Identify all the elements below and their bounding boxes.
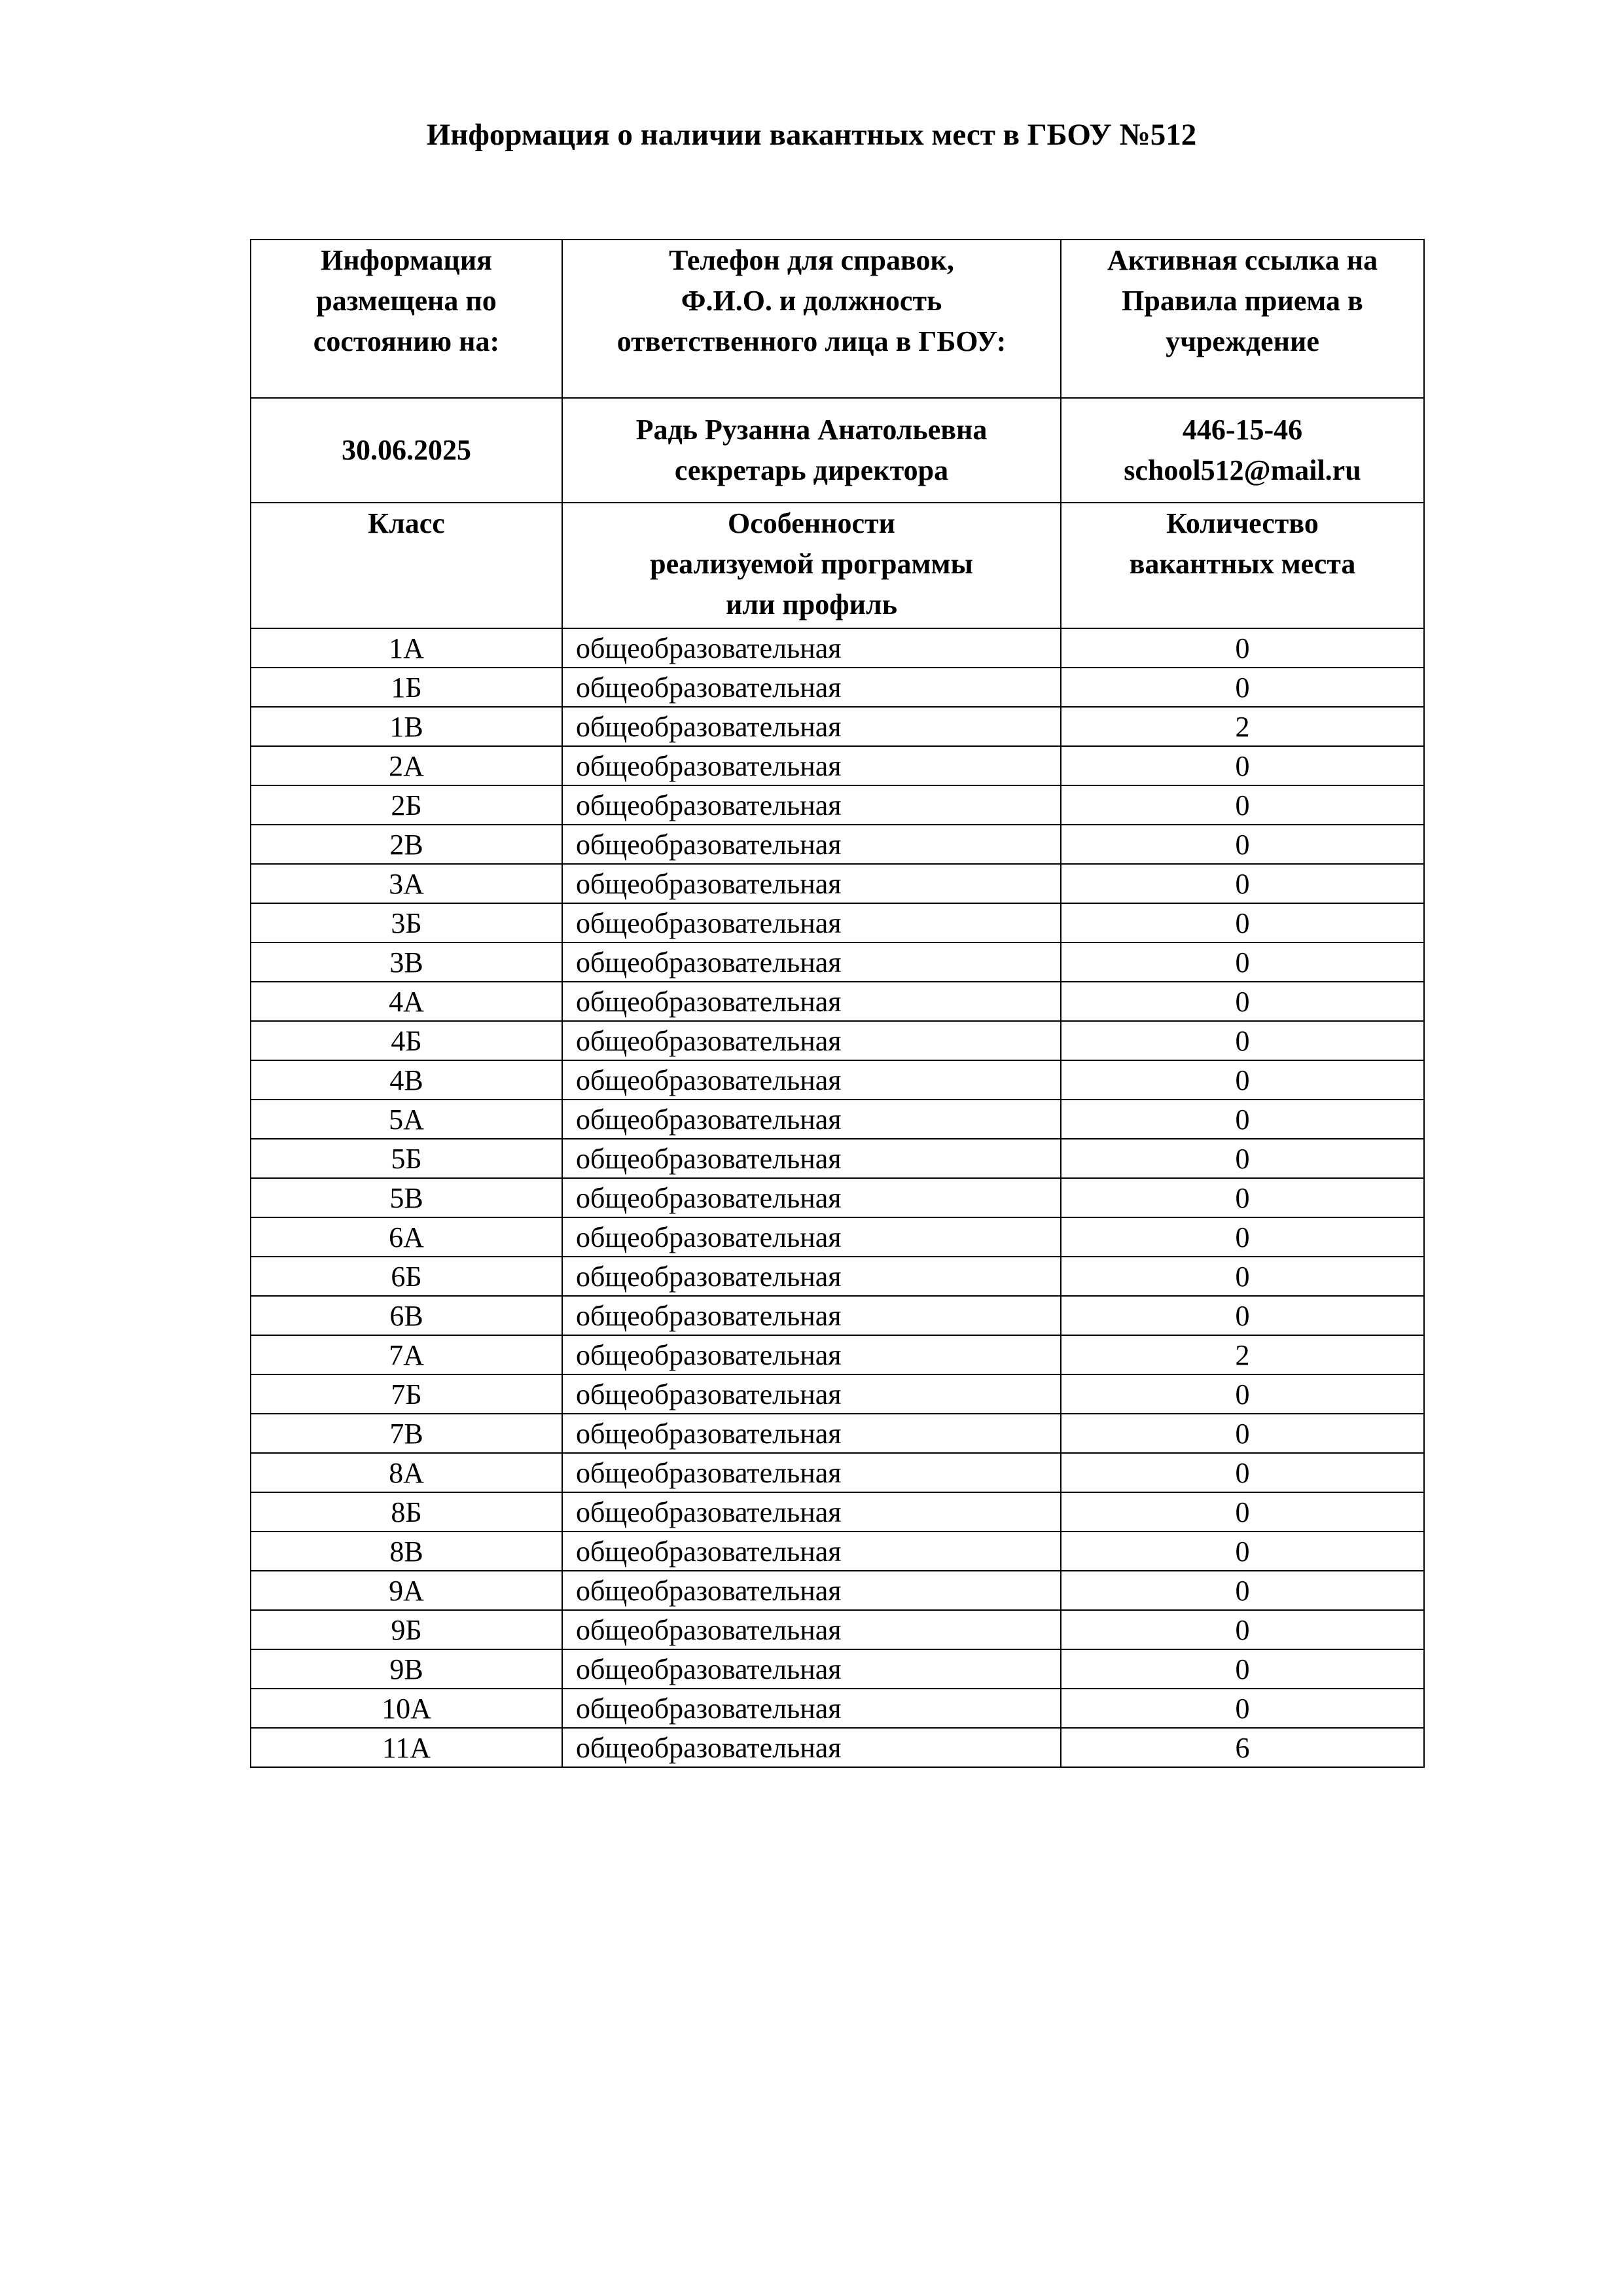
table-row bbox=[251, 1335, 1424, 1374]
class-cell: 10А bbox=[251, 1689, 562, 1728]
vacancies-cell: 0 bbox=[1061, 903, 1424, 942]
header-contact bbox=[562, 240, 1061, 398]
table-row bbox=[251, 982, 1424, 1021]
class-cell: 1В bbox=[251, 707, 562, 746]
vacancies-cell: 0 bbox=[1061, 1649, 1424, 1689]
program-cell: общеобразовательная bbox=[562, 825, 1061, 864]
table-row bbox=[251, 1492, 1424, 1532]
table-row bbox=[251, 668, 1424, 707]
columns-header-row bbox=[251, 503, 1424, 628]
vacancies-cell: 0 bbox=[1061, 1217, 1424, 1257]
program-cell: общеобразовательная bbox=[562, 1649, 1061, 1689]
table-row bbox=[251, 1689, 1424, 1728]
class-cell: 6Б bbox=[251, 1257, 562, 1296]
program-cell: общеобразовательная bbox=[562, 1453, 1061, 1492]
class-cell: 4В bbox=[251, 1060, 562, 1100]
table-row bbox=[251, 1217, 1424, 1257]
class-cell: 4Б bbox=[251, 1021, 562, 1060]
link-value bbox=[1061, 398, 1424, 503]
program-cell: общеобразовательная bbox=[562, 785, 1061, 825]
class-cell: 7Б bbox=[251, 1374, 562, 1414]
info-date-value bbox=[251, 398, 562, 503]
header-info-date bbox=[251, 240, 562, 398]
header-line: размещена по bbox=[316, 285, 497, 317]
table-row bbox=[251, 628, 1424, 668]
class-cell: 1Б bbox=[251, 668, 562, 707]
program-cell: общеобразовательная bbox=[562, 1532, 1061, 1571]
program-cell: общеобразовательная bbox=[562, 1335, 1061, 1374]
program-cell: общеобразовательная bbox=[562, 628, 1061, 668]
program-cell: общеобразовательная bbox=[562, 1414, 1061, 1453]
contact-name: Радь Рузанна Анатольевна bbox=[635, 414, 988, 446]
program-cell: общеобразовательная bbox=[562, 1571, 1061, 1610]
column-header-class bbox=[251, 503, 562, 628]
vacancies-cell: 0 bbox=[1061, 1296, 1424, 1335]
vacancies-cell: 0 bbox=[1061, 864, 1424, 903]
table-row bbox=[251, 1021, 1424, 1060]
program-cell: общеобразовательная bbox=[562, 1728, 1061, 1767]
vacancies-cell: 0 bbox=[1061, 785, 1424, 825]
vacancies-cell: 0 bbox=[1061, 1492, 1424, 1532]
class-cell: 6В bbox=[251, 1296, 562, 1335]
table-row bbox=[251, 1453, 1424, 1492]
table-row bbox=[251, 1532, 1424, 1571]
vacancies-cell: 6 bbox=[1061, 1728, 1424, 1767]
class-cell: 8Б bbox=[251, 1492, 562, 1532]
vacancies-cell: 0 bbox=[1061, 825, 1424, 864]
info-header-row bbox=[251, 240, 1424, 398]
program-cell: общеобразовательная bbox=[562, 707, 1061, 746]
program-cell: общеобразовательная bbox=[562, 746, 1061, 785]
program-cell: общеобразовательная bbox=[562, 1492, 1061, 1532]
vacancies-cell: 0 bbox=[1061, 1178, 1424, 1217]
program-cell: общеобразовательная bbox=[562, 1100, 1061, 1139]
table-row bbox=[251, 864, 1424, 903]
vacancies-cell: 2 bbox=[1061, 1335, 1424, 1374]
header-line: состоянию на: bbox=[313, 325, 500, 357]
program-cell: общеобразовательная bbox=[562, 864, 1061, 903]
class-cell: 3Б bbox=[251, 903, 562, 942]
vacancies-table-body bbox=[251, 240, 1424, 1767]
class-cell: 1А bbox=[251, 628, 562, 668]
table-row bbox=[251, 746, 1424, 785]
header-line: Количество bbox=[1166, 507, 1319, 539]
table-row bbox=[251, 1257, 1424, 1296]
vacancies-cell: 0 bbox=[1061, 1532, 1424, 1571]
table-row bbox=[251, 903, 1424, 942]
vacancies-cell: 0 bbox=[1061, 1100, 1424, 1139]
vacancies-cell: 0 bbox=[1061, 746, 1424, 785]
class-cell: 8А bbox=[251, 1453, 562, 1492]
vacancies-cell: 0 bbox=[1061, 1414, 1424, 1453]
program-cell: общеобразовательная bbox=[562, 1689, 1061, 1728]
class-cell: 3В bbox=[251, 942, 562, 982]
program-cell: общеобразовательная bbox=[562, 1257, 1061, 1296]
vacancies-cell: 0 bbox=[1061, 1257, 1424, 1296]
header-line: Класс bbox=[368, 507, 445, 539]
header-line: Информация bbox=[320, 244, 492, 276]
table-row bbox=[251, 1571, 1424, 1610]
page-title: Информация о наличии вакантных мест в ГБОУ №512 bbox=[426, 118, 1197, 152]
vacancies-cell: 0 bbox=[1061, 1021, 1424, 1060]
vacancies-cell: 0 bbox=[1061, 628, 1424, 668]
class-cell: 9А bbox=[251, 1571, 562, 1610]
vacancies-cell: 0 bbox=[1061, 1453, 1424, 1492]
vacancies-table bbox=[250, 239, 1425, 1768]
table-row bbox=[251, 1060, 1424, 1100]
header-line: Особенности bbox=[728, 507, 895, 539]
class-cell: 2А bbox=[251, 746, 562, 785]
program-cell: общеобразовательная bbox=[562, 1021, 1061, 1060]
header-line: Активная ссылка на bbox=[1107, 244, 1378, 276]
class-cell: 9В bbox=[251, 1649, 562, 1689]
email-link[interactable]: school512@mail.ru bbox=[1124, 454, 1361, 486]
table-row bbox=[251, 1610, 1424, 1649]
date-value: 30.06.2025 bbox=[342, 434, 471, 466]
table-row bbox=[251, 785, 1424, 825]
class-cell: 5В bbox=[251, 1178, 562, 1217]
header-line: ответственного лица в ГБОУ: bbox=[616, 325, 1007, 357]
program-cell: общеобразовательная bbox=[562, 1610, 1061, 1649]
header-rules-link bbox=[1061, 240, 1424, 398]
vacancies-cell: 0 bbox=[1061, 1139, 1424, 1178]
header-line: Телефон для справок, bbox=[669, 244, 954, 276]
column-header-vacancies bbox=[1061, 503, 1424, 628]
contact-value bbox=[562, 398, 1061, 503]
info-values-row bbox=[251, 398, 1424, 503]
table-row bbox=[251, 1100, 1424, 1139]
program-cell: общеобразовательная bbox=[562, 1217, 1061, 1257]
header-line: реализуемой программы bbox=[650, 548, 973, 580]
table-row bbox=[251, 1296, 1424, 1335]
class-cell: 11А bbox=[251, 1728, 562, 1767]
class-cell: 4А bbox=[251, 982, 562, 1021]
table-row bbox=[251, 1139, 1424, 1178]
program-cell: общеобразовательная bbox=[562, 668, 1061, 707]
contact-position: секретарь директора bbox=[674, 454, 949, 486]
program-cell: общеобразовательная bbox=[562, 982, 1061, 1021]
vacancies-cell: 0 bbox=[1061, 1689, 1424, 1728]
column-header-program bbox=[562, 503, 1061, 628]
table-row bbox=[251, 1414, 1424, 1453]
program-cell: общеобразовательная bbox=[562, 1060, 1061, 1100]
class-cell: 7А bbox=[251, 1335, 562, 1374]
phone-value: 446-15-46 bbox=[1182, 414, 1303, 446]
class-cell: 2Б bbox=[251, 785, 562, 825]
class-cell: 7В bbox=[251, 1414, 562, 1453]
vacancies-cell: 0 bbox=[1061, 668, 1424, 707]
class-cell: 5Б bbox=[251, 1139, 562, 1178]
program-cell: общеобразовательная bbox=[562, 1178, 1061, 1217]
class-cell: 5А bbox=[251, 1100, 562, 1139]
header-line: вакантных места bbox=[1129, 548, 1356, 580]
program-cell: общеобразовательная bbox=[562, 1296, 1061, 1335]
table-row bbox=[251, 1728, 1424, 1767]
vacancies-cell: 0 bbox=[1061, 1610, 1424, 1649]
vacancies-cell: 0 bbox=[1061, 1060, 1424, 1100]
table-row bbox=[251, 1374, 1424, 1414]
header-line: Правила приема в bbox=[1122, 285, 1363, 317]
program-cell: общеобразовательная bbox=[562, 942, 1061, 982]
vacancies-cell: 2 bbox=[1061, 707, 1424, 746]
table-row bbox=[251, 1649, 1424, 1689]
table-row bbox=[251, 1178, 1424, 1217]
header-line: учреждение bbox=[1166, 325, 1319, 357]
program-cell: общеобразовательная bbox=[562, 1374, 1061, 1414]
program-cell: общеобразовательная bbox=[562, 903, 1061, 942]
vacancies-cell: 0 bbox=[1061, 1374, 1424, 1414]
header-line: Ф.И.О. и должность bbox=[681, 285, 942, 317]
header-line: или профиль bbox=[726, 588, 897, 620]
vacancies-cell: 0 bbox=[1061, 982, 1424, 1021]
vacancies-cell: 0 bbox=[1061, 942, 1424, 982]
class-cell: 9Б bbox=[251, 1610, 562, 1649]
table-row bbox=[251, 942, 1424, 982]
table-row bbox=[251, 707, 1424, 746]
class-cell: 6А bbox=[251, 1217, 562, 1257]
table-row bbox=[251, 825, 1424, 864]
class-cell: 8В bbox=[251, 1532, 562, 1571]
class-cell: 3А bbox=[251, 864, 562, 903]
vacancies-cell: 0 bbox=[1061, 1571, 1424, 1610]
class-cell: 2В bbox=[251, 825, 562, 864]
program-cell: общеобразовательная bbox=[562, 1139, 1061, 1178]
